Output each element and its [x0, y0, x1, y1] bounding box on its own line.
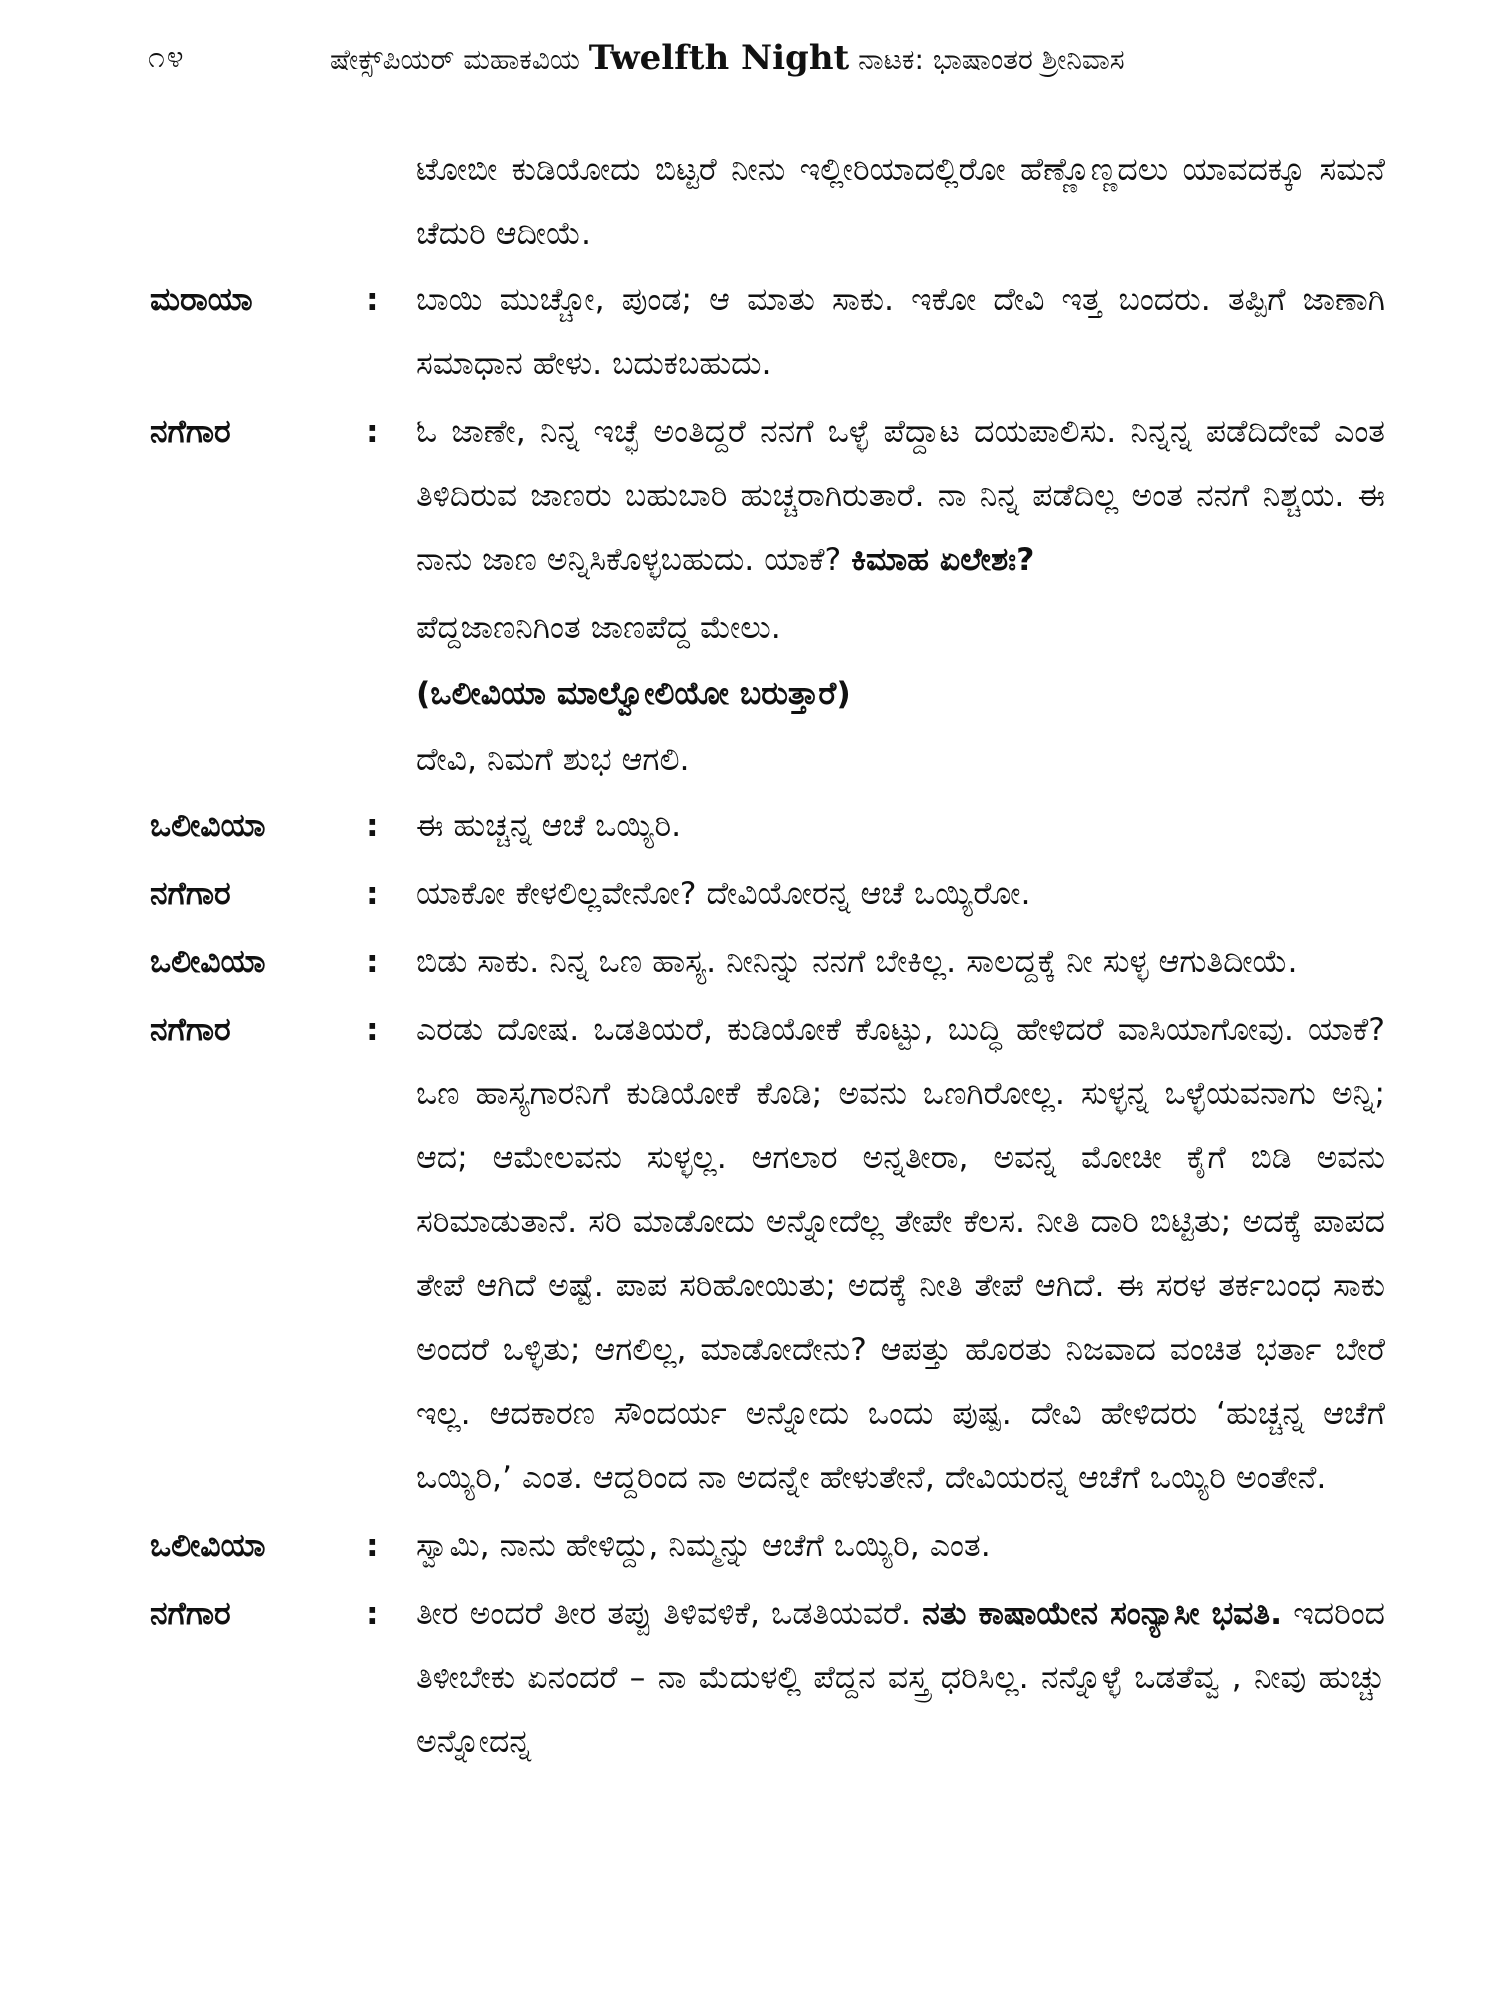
speech-block — [150, 930, 1385, 994]
speech-text — [416, 1582, 1385, 1774]
speech-text — [416, 400, 1385, 592]
continuation-text: ಪೆದ್ದಜಾಣನಿಗಿಂತ ಜಾಣಪೆದ್ದ ಮೇಲು. — [416, 610, 781, 646]
continuation-text: ದೇವಿ, ನಿಮಗೆ ಶುಭ ಆಗಲಿ. — [416, 742, 690, 778]
speaker-name: ಒಲೀವಿಯಾ — [150, 808, 266, 844]
speaker-colon: : — [366, 282, 379, 318]
speaker-name: ನಗೆಗಾರ — [150, 1012, 231, 1048]
speech-block — [150, 1514, 1385, 1578]
speech-block — [150, 998, 1385, 1510]
speech-text: ಈ ಹುಚ್ಚನ್ನ ಆಚೆ ಒಯ್ಯಿರಿ. — [416, 808, 682, 844]
speaker-colon: : — [366, 876, 379, 912]
speaker-colon: : — [366, 1012, 379, 1048]
speech-text: ಬಾಯಿ ಮುಚ್ಚೋ, ಪುಂಡ; ಆ ಮಾತು ಸಾಕು. ಇಕೋ ದೇವಿ ಇತ್ತ ಬಂದರು. ತಪ್ಪಿಗೆ ಜಾಣಾಗಿ ಸಮಾಧಾನ ಹೇಳು. ಬದುಕಬಹುದು. — [416, 282, 1385, 382]
speaker-name: ಮರಾಯಾ — [150, 282, 253, 318]
speaker-colon: : — [366, 944, 379, 980]
running-title-suffix: ನಾಟಕ: ಭಾಷಾಂತರ ಶ್ರೀನಿವಾಸ — [858, 43, 1125, 76]
speaker-name: ನಗೆಗಾರ — [150, 876, 231, 912]
dialogue-body — [150, 138, 1385, 1778]
speech-block — [150, 862, 1385, 926]
speech-text-part: ತೀರ ಅಂದರೆ ತೀರ ತಪ್ಪು ತಿಳಿವಳಿಕೆ, ಒಡತಿಯವರೆ. — [416, 1596, 911, 1632]
speech-block — [150, 268, 1385, 396]
speech-text: ಎರಡು ದೋಷ. ಒಡತಿಯರೆ, ಕುಡಿಯೋಕೆ ಕೊಟ್ಟು, ಬುದ್ಧಿ ಹೇಳಿದರೆ ವಾಸಿಯಾಗೋವು. ಯಾಕೆ? ಒಣ ಹಾಸ್ಯಗಾರನಿಗೆ ಕುಡಿಯೋಕೆ ಕೊಡಿ; ಅವನು ಒಣಗಿರೋಲ್ಲ. ಸುಳ್ಳನ್ನ ಒಳ್ಳೆಯವನಾಗು ಅನ್ನಿ; ಆದ; ಆಮೇಲವನು ಸುಳ್ಳಲ್ಲ. ಆಗಲಾರ ಅನ್ನತೀರಾ, ಅವನ್ನ ಮೋಚೀ ಕೈಗೆ ಬಿಡಿ ಅವನು ಸರಿಮಾಡುತಾನೆ. ಸರಿ ಮಾಡೋದು ಅನ್ನೋದೆಲ್ಲ ತೇಪೇ ಕೆಲಸ. ನೀತಿ ದಾರಿ ಬಿಟ್ಟಿತು; ಅದಕ್ಕೆ ಪಾಪದ ತೇಪೆ ಆಗಿದೆ ಅಷ್ಟೆ. ಪಾಪ ಸರಿಹೋಯಿತು; ಅದಕ್ಕೆ ನೀತಿ ತೇಪೆ ಆಗಿದೆ. ಈ ಸರಳ ತರ್ಕಬಂಧ ಸಾಕು ಅಂದರೆ ಒಳ್ಳಿತು; ಆಗಲಿಲ್ಲ, ಮಾಡೋದೇನು? ಆಪತ್ತು ಹೊರತು ನಿಜವಾದ ವಂಚಿತ ಭರ್ತಾ ಬೇರೆ ಇಲ್ಲ. ಆದಕಾರಣ ಸೌಂದರ್ಯ ಅನ್ನೋದು ಒಂದು ಪುಷ್ಪ. ದೇವಿ ಹೇಳಿದರು ‘ಹುಚ್ಚನ್ನ ಆಚೆಗೆ ಒಯ್ಯಿರಿ,’ ಎಂತ. ಆದ್ದರಿಂದ ನಾ ಅದನ್ನೇ ಹೇಳುತೇನೆ, ದೇವಿಯರನ್ನ ಆಚೆಗೆ ಒಯ್ಯಿರಿ ಅಂತೇನೆ. — [416, 1012, 1385, 1496]
speaker-colon: : — [366, 414, 379, 450]
speech-block — [150, 400, 1385, 592]
speech-text-part: ಓ ಜಾಣೇ, ನಿನ್ನ ಇಚ್ಛೆ ಅಂತಿದ್ದರೆ ನನಗೆ ಒಳ್ಳೆ ಪೆದ್ದಾಟ ದಯಪಾಲಿಸು. ನಿನ್ನನ್ನ ಪಡೆದಿದೇವೆ ಎಂತ ತಿಳಿದಿರುವ ಜಾಣರು ಬಹುಬಾರಿ ಹುಚ್ಚರಾಗಿರುತಾರೆ. ನಾ ನಿನ್ನ ಪಡೆದಿಲ್ಲ ಅಂತ ನನಗೆ ನಿಶ್ಚಯ. ಈ ನಾನು ಜಾಣ ಅನ್ನಿಸಿಕೊಳ್ಳಬಹುದು. ಯಾಕೆ? — [416, 414, 1385, 578]
stage-direction: (ಒಲೀವಿಯಾ ಮಾಲ್ವೋಲಿಯೋ ಬರುತ್ತಾರೆ) — [416, 676, 851, 712]
speech-block — [150, 1582, 1385, 1774]
speaker-colon: : — [366, 1528, 379, 1564]
speaker-colon: : — [366, 1596, 379, 1632]
speech-text: ಬಿಡು ಸಾಕು. ನಿನ್ನ ಒಣ ಹಾಸ್ಯ. ನೀನಿನ್ನು ನನಗೆ ಬೇಕಿಲ್ಲ. ಸಾಲದ್ದಕ್ಕೆ ನೀ ಸುಳ್ಳ ಆಗುತಿದೀಯೆ. — [416, 944, 1298, 980]
running-title-kannada-part: ಷೇಕ್ಸ್‌ಪಿಯರ್ ಮಹಾಕವಿಯ — [330, 43, 580, 76]
page-header — [140, 34, 1380, 94]
speech-text-part: ಇದರಿಂದ ತಿಳೀಬೇಕು ಏನಂದರೆ – ನಾ ಮೆದುಳಲ್ಲಿ ಪೆದ್ದನ ವಸ್ತ್ರ ಧರಿಸಿಲ್ಲ. ನನ್ನೊಳ್ಳೆ ಒಡತೆವ್ವ , ನೀವು ಹುಚ್ಚು ಅನ್ನೋದನ್ನ — [416, 1596, 1386, 1760]
speech-text: ಯಾಕೋ ಕೇಳಲಿಲ್ಲವೇನೋ? ದೇವಿಯೋರನ್ನ ಆಚೆ ಒಯ್ಯಿರೋ. — [416, 876, 1031, 912]
speech-text: ಸ್ವಾಮಿ, ನಾನು ಹೇಳಿದ್ದು, ನಿಮ್ಮನ್ನು ಆಚೆಗೆ ಒಯ್ಯಿರಿ, ಎಂತ. — [416, 1528, 991, 1564]
speaker-name: ನಗೆಗಾರ — [150, 1596, 231, 1632]
speaker-name: ಒಲೀವಿಯಾ — [150, 1528, 266, 1564]
sanskrit-quote: ನತು ಕಾಷಾಯೇನ ಸಂನ್ಯಾಸೀ ಭವತಿ. — [922, 1596, 1283, 1632]
speaker-name: ನಗೆಗಾರ — [150, 414, 231, 450]
running-title-english-part: Twelfth Night — [588, 38, 850, 78]
running-title — [330, 38, 1380, 78]
page-number: ೧೪ — [148, 40, 186, 75]
sanskrit-quote: ಕಿಮಾಹ ಏಲೇಶಃ? — [851, 542, 1035, 578]
speaker-colon: : — [366, 808, 379, 844]
speaker-name: ಒಲೀವಿಯಾ — [150, 944, 266, 980]
continuation-text: ಟೋಬೀ ಕುಡಿಯೋದು ಬಿಟ್ಟರೆ ನೀನು ಇಲ್ಲೀರಿಯಾದಲ್ಲಿರೋ ಹೆಣ್ಣೊಣ್ಣದಲು ಯಾವದಕ್ಕೂ ಸಮನೆ ಚೆದುರಿ ಆದೀಯೆ. — [416, 152, 1385, 252]
speech-block — [150, 794, 1385, 858]
